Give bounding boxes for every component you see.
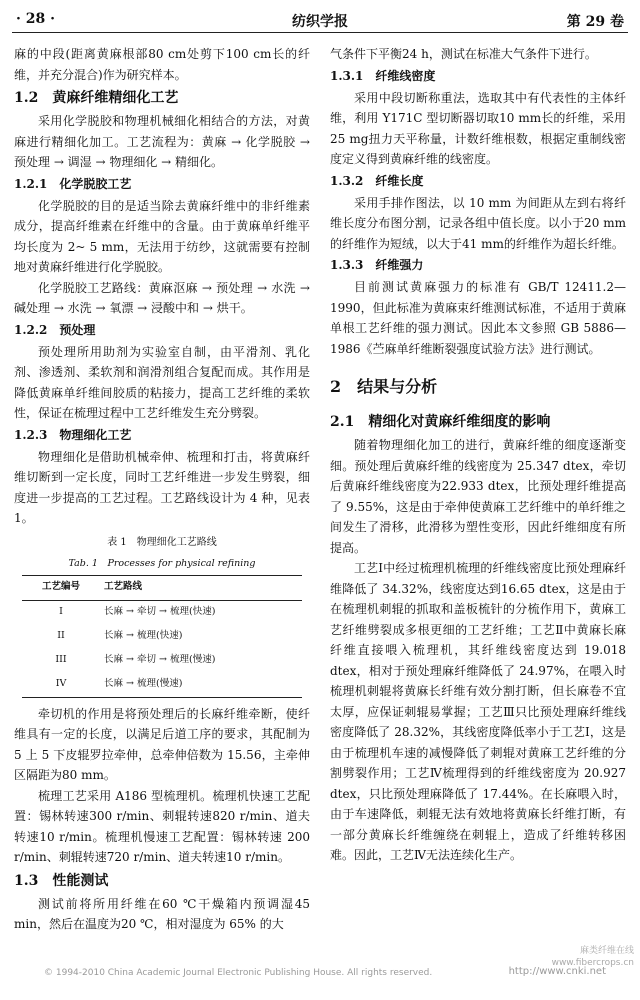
left-column <box>14 44 310 935</box>
journal-title: 纺织学报 <box>292 14 348 30</box>
table-row <box>22 600 302 625</box>
table-cell-route: 长麻 → 梳理(快速) <box>104 630 183 642</box>
table-row <box>22 673 302 698</box>
table-caption-en: Tab. 1 Processes for physical refining <box>68 557 256 569</box>
section-heading-1-2-2: 1.2.2 预处理 <box>14 322 96 337</box>
table-cell-number: III <box>55 654 67 666</box>
paragraph: 化学脱胶工艺路线：黄麻沤麻 → 预处理 → 水洗 → 碱处理 → 水洗 → 氧漂 → 浸酸中和 → 烘干。 <box>14 280 310 315</box>
paragraph: 气条件下平衡24 h，测试在标准大气条件下进行。 <box>330 47 597 61</box>
table-caption-cn: 表 1 物理细化工艺路线 <box>107 536 217 548</box>
table-header-row <box>22 575 302 600</box>
table-cell-number: I <box>59 606 63 618</box>
paragraph: 工艺Ⅰ中经过梳理机梳理的纤维线密度比预处理麻纤维降低了 34.32%，线密度达到16.65 dtex，这是由于在梳理机刺辊的抓取和盖板梳针的分梳作用下，黄麻工艺纤维劈裂成多根更细的工艺纤维；工艺Ⅱ中黄麻长麻纤维直接喂入梳理机，其纤维线密度达到 19.018 dtex，相对于预处理麻纤维降低了 24.97%，在喂入时梳理机刺辊将黄麻长纤维有效分割打断，但长麻卷不宜太厚，应保证刺辊易掌握；工艺Ⅲ只比预处理麻纤维线密度降低了 28.32%，其线密度降低率小于工艺Ⅰ，这是由于梳理机车速的减慢降低了刺辊对黄麻工艺纤维的分割劈裂作用；工艺Ⅳ梳理得到的纤维线密度为 20.927 dtex，只比预处理麻降低了 17.44%。在长麻喂入时，由于车速降低，刺辊无法有效地将黄麻长纤维打断，有一部分黄麻长纤维缠绕在刺辊上，造成了纤维转移困难。因此，工艺Ⅳ无法连续化生产。 <box>330 561 626 862</box>
paragraph: 随着物理细化加工的进行，黄麻纤维的细度逐渐变细。预处理后黄麻纤维的线密度为 25.347 dtex，牵切后黄麻纤维线密度为22.933 dtex，比预处理纤维提高了 9.55%，这是由于牵伸使黄麻工艺纤维中的单纤维之间发生了滑移，此滑移为塑性变形，因此纤维细度有所提高。 <box>330 438 626 555</box>
website-link[interactable]: http://www.cnki.net <box>508 966 606 977</box>
section-heading-2: 2 结果与分析 <box>330 377 438 396</box>
section-heading-1-2-3: 1.2.3 物理细化工艺 <box>14 427 132 442</box>
paragraph: 测试前将所用纤维在60 ℃干燥箱内预调湿45 min，然后在温度为20 ℃，相对湿度为 65% 的大 <box>14 896 310 931</box>
paragraph: 采用化学脱胶和物理机械细化相结合的方法，对黄麻进行精细化加工。工艺流程为：黄麻 → 化学脱胶 → 预处理 → 调湿 → 物理细化 → 精细化。 <box>14 114 310 169</box>
paragraph: 物理细化是借助机械牵伸、梳理和打击，将黄麻纤维切断到一定长度，同时工艺纤维进一步发生劈裂，细度进一步提高的工艺过程。工艺路线设计为 4 种，见表 1。 <box>14 449 310 525</box>
paragraph: 目前测试黄麻强力的标准有 GB/T 12411.2—1990，但此标准为黄麻束纤维测试标准，不适用于黄麻单根工艺纤维的强力测试。因此本文参照 GB 5886—1986《苎麻单纤维断裂强度试验方法》进行测试。 <box>330 280 626 356</box>
table-cell-route: 长麻 → 梳理(慢速) <box>104 678 183 690</box>
section-heading-2-1: 2.1 精细化对黄麻纤维细度的影响 <box>330 414 551 430</box>
watermark-line: 麻类纤维在线 <box>579 946 634 956</box>
page-number: · 28 · <box>16 11 55 27</box>
section-heading-1-2-1: 1.2.1 化学脱胶工艺 <box>14 176 132 191</box>
table-cell-route: 长麻 → 牵切 → 梳理(慢速) <box>104 654 216 666</box>
section-heading-1-2: 1.2 黄麻纤维精细化工艺 <box>14 90 179 106</box>
section-heading-1-3-1: 1.3.1 纤维线密度 <box>330 68 436 83</box>
section-heading-1-3: 1.3 性能测试 <box>14 872 109 889</box>
paragraph: 梳理工艺采用 A186 型梳理机。梳理机快速工艺配置：锡林转速300 r/min、刺辊转速820 r/min、道夫转速10 r/min。梳理机慢速工艺配置：锡林转速 200 r/min、刺辊转速720 r/min、道夫转速10 r/min。 <box>14 788 310 864</box>
paragraph: 牵切机的作用是将预处理后的长麻纤维牵断，使纤维具有一定的长度，以满足后道工序的要求，其配制为 5 上 5 下皮辊罗拉牵伸，总牵伸倍数为 15.56，主牵伸区隔距为80 mm。 <box>14 706 310 782</box>
column-header-route: 工艺路线 <box>104 581 143 593</box>
running-header <box>12 8 628 33</box>
right-column <box>330 44 626 866</box>
process-table <box>22 575 302 698</box>
section-heading-1-3-2: 1.3.2 纤维长度 <box>330 173 424 188</box>
table-row <box>22 649 302 673</box>
table-cell-route: 长麻 → 牵切 → 梳理(快速) <box>104 606 216 618</box>
paragraph: 预处理所用助剂为实验室自制，由平滑剂、乳化剂、渗透剂、柔软剂和润滑剂组合复配而成。其作用是降低黄麻单纤维间胶质的粘接力，提高工艺纤维的柔软性，保证在梳理过程中工艺纤维发生充分劈裂。 <box>14 344 310 420</box>
copyright-notice: © 1994-2010 China Academic Journal Electronic Publishing House. All rights reserved. <box>44 968 433 978</box>
table-cell-number: IV <box>55 678 67 690</box>
paragraph: 采用手排作图法，以 10 mm 为间距从左到右将纤维长度分布图分割，记录各组中值长度。以小于20 mm的纤维作为短绒，以大于41 mm的纤维作为超长纤维。 <box>330 195 626 251</box>
volume-label: 第 29 卷 <box>566 14 624 30</box>
paragraph: 采用中段切断称重法，选取其中有代表性的主体纤维，利用 Y171C 型切断器切取10 mm长的纤维，采用25 mg扭力天平称量，计数纤维根数，根据定重制线密度定义得到黄麻纤维的线密度。 <box>330 90 626 166</box>
paragraph: 化学脱胶的目的是适当除去黄麻纤维中的非纤维素成分，提高纤维素在纤维中的含量。由于黄麻单纤维平均长度为 2~ 5 mm，无法用于纺纱，这就需要有控制地对黄麻纤维进行化学脱胶。 <box>14 198 310 274</box>
column-header-number: 工艺编号 <box>41 581 80 593</box>
section-heading-1-3-3: 1.3.3 纤维强力 <box>330 258 424 272</box>
watermark-line: www.fibercrops.cn <box>551 958 634 968</box>
page-footer <box>14 968 626 984</box>
paragraph: 麻的中段(距离黄麻根部80 cm处剪下100 cm长的纤维，并充分混合)作为研究样本。 <box>14 47 310 82</box>
table-row <box>22 625 302 649</box>
table-cell-number: II <box>57 630 65 642</box>
